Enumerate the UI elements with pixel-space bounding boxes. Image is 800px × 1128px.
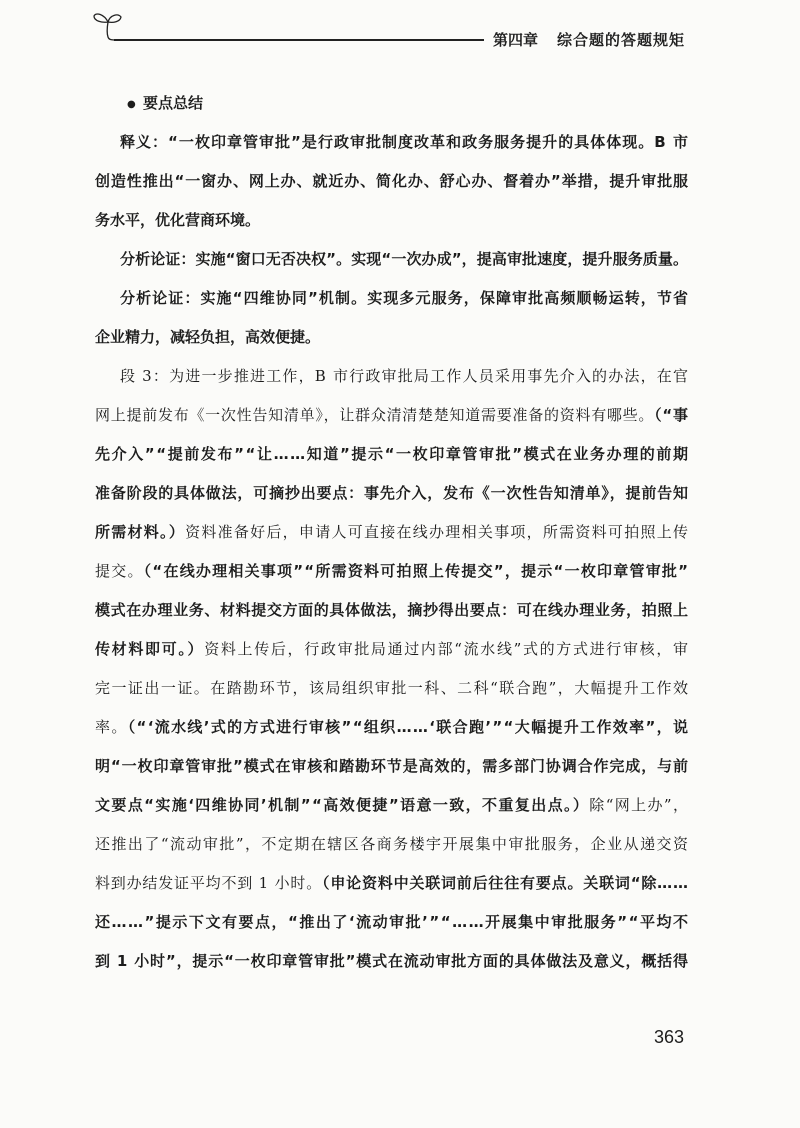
text-line (95, 279, 688, 318)
annotation-text: 明“一枚印章管审批”模式在审核和踏勘环节是高效的，需多部门协调合作完成，与前 (95, 756, 689, 775)
text-line-content (95, 952, 689, 970)
annotation-text: （“在线办理相关事项”“所需资料可拍照上传提交”，提示“一枚印章管审批” (143, 561, 690, 580)
text-line-content (95, 835, 689, 853)
text-line (95, 591, 688, 630)
annotation-text: （申论资料中关联词前后往往有要点。关联词“除…… (322, 873, 689, 892)
text-line (95, 396, 688, 435)
text-line (95, 708, 688, 747)
annotation-text: 创造性推出“一窗办、网上办、就近办、简化办、舒心办、督着办”举措，提升审批服 (95, 171, 689, 190)
text-line-content (95, 679, 689, 697)
source-text: 段 3：为进一步推进工作，B 市行政审批局工作人员采用事先介入的办法，在官 (120, 366, 690, 385)
summary-heading: 要点总结 (143, 93, 204, 112)
text-line (95, 240, 688, 279)
text-line-content (95, 406, 689, 424)
text-line (95, 162, 688, 201)
annotation-text: 模式在办理业务、材料提交方面的具体做法，摘抄得出要点：可在线办理业务，拍照上 (95, 600, 689, 619)
annotation-text: 分析论证：实施“窗口无否决权”。实现“一次办成”，提高审批速度，提升服务质量。 (120, 249, 689, 268)
source-text: 还推出了“流动审批”，不定期在辖区各商务楼宇开展集中审批服务，企业从递交资 (95, 834, 690, 853)
text-line-content (95, 913, 690, 931)
source-text: 网上提前发布《一次性告知清单》，让群众清清楚楚知道需要准备的资料有哪些。 (95, 405, 655, 424)
annotation-text: 所需材料。） (95, 522, 186, 541)
page-number: 363 (654, 1027, 685, 1047)
text-line-content (120, 289, 689, 307)
source-text: 完一证出一证。在踏勘环节，该局组织审批一科、二科“联合跑”，大幅提升工作效 (95, 678, 690, 697)
summary-heading-row (95, 84, 688, 123)
source-text: 率。 (95, 717, 128, 736)
source-text: 资料准备好后，申请人可直接在线办理相关事项，所需资料可拍照上传 (185, 522, 690, 541)
text-line-content (95, 757, 689, 775)
text-line-content (120, 367, 689, 385)
text-line-content (95, 796, 689, 814)
text-line (95, 942, 688, 981)
annotation-text: 传材料即可。） (95, 639, 205, 658)
text-line (95, 435, 688, 474)
source-text: 资料上传后，行政审批局通过内部“流水线”式的方式进行审核，审 (204, 639, 690, 658)
text-line-content (120, 250, 688, 268)
source-text: 除“网上办”， (589, 795, 690, 814)
text-line-content (120, 133, 689, 151)
text-line (95, 825, 688, 864)
annotation-text: 文要点“实施‘四维协同’机制”“高效便捷”语意一致，不重复出点。） (95, 795, 590, 814)
text-line (95, 864, 688, 903)
annotation-text: 释义：“一枚印章管审批”是行政审批制度改革和政务服务提升的具体体现。B 市 (120, 132, 690, 151)
source-text: 提交。 (95, 561, 144, 580)
text-line-content (95, 874, 689, 892)
annotation-text: 分析论证：实施“四维协同”机制。实现多元服务，保障审批高频顺畅运转，节省 (120, 288, 690, 307)
text-line-content (95, 211, 260, 229)
text-line (95, 513, 688, 552)
body-text (95, 84, 688, 981)
text-line-content (95, 172, 689, 190)
text-line (95, 201, 688, 240)
text-line-content (95, 562, 689, 580)
annotation-text: （“事 (654, 405, 689, 424)
text-line (95, 474, 688, 513)
text-line-content (95, 718, 689, 736)
text-line-content (95, 601, 689, 619)
annotation-text: 准备阶段的具体做法，可摘抄出要点：事先介入，发布《一次性告知清单》，提前告知 (95, 483, 689, 502)
text-line-content (95, 445, 690, 463)
text-line (95, 747, 688, 786)
annotation-text: 企业精力，减轻负担，高效便捷。 (95, 327, 321, 346)
text-line-content (95, 484, 689, 502)
text-line (95, 903, 688, 942)
annotation-text: 务水平，优化营商环境。 (95, 210, 261, 229)
source-text: 料到办结发证平均不到 1 小时。 (95, 873, 323, 892)
annotation-text: 到 1 小时”，提示“一枚印章管审批”模式在流动审批方面的具体做法及意义，概括得 (95, 951, 689, 970)
chapter-title: 综合题的答题规矩 (557, 31, 686, 49)
annotation-text: 还……”提示下文有要点，“推出了‘流动审批’”“……开展集中审批服务”“平均不 (95, 912, 690, 931)
text-line (95, 552, 688, 591)
chapter-label: 第四章 (493, 31, 539, 49)
text-line-content (95, 640, 690, 658)
text-line-content (95, 523, 689, 541)
header-rule (114, 39, 484, 40)
bullet-icon (127, 85, 137, 124)
annotation-text: 先介入”“提前发布”“让……知道”提示“一枚印章管审批”模式在业务办理的前期 (95, 444, 690, 463)
text-line (95, 318, 688, 357)
text-line (95, 669, 688, 708)
text-line (95, 123, 688, 162)
text-line-content (95, 328, 320, 346)
text-line (95, 357, 688, 396)
text-line (95, 786, 688, 825)
text-line (95, 630, 688, 669)
annotation-text: （“‘流水线’式的方式进行审核”“组织……‘联合跑’”“大幅提升工作效率”，说 (127, 717, 690, 736)
